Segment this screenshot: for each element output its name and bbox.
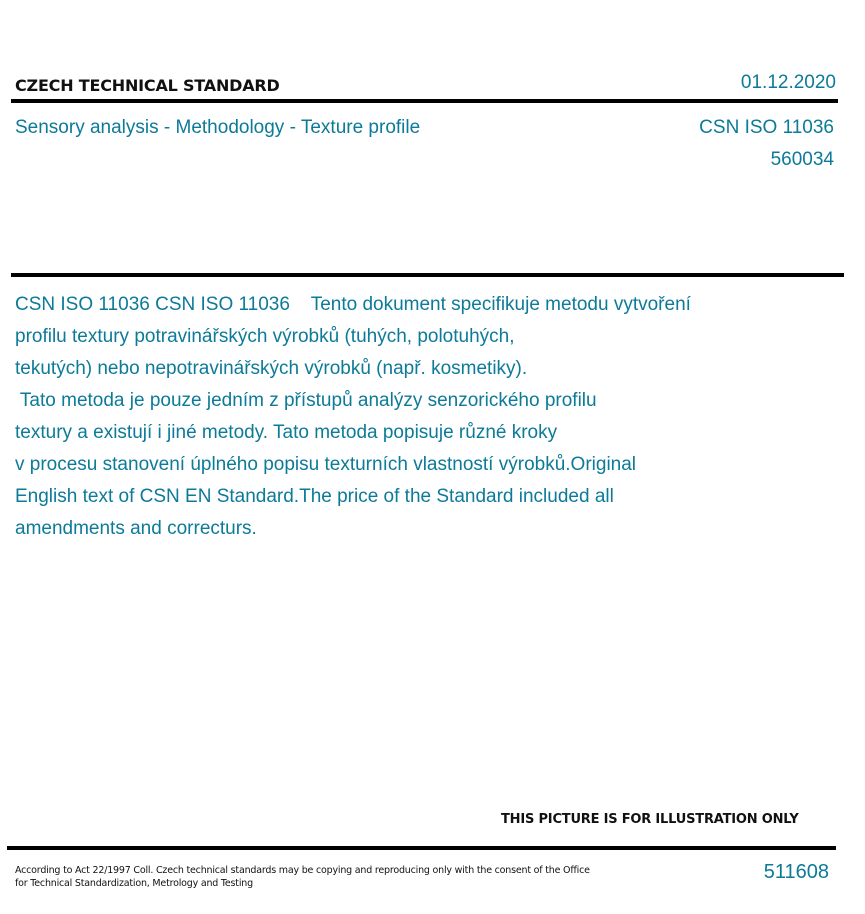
title-divider — [11, 273, 844, 277]
document-type-label: CZECH TECHNICAL STANDARD — [15, 76, 280, 95]
illustration-disclaimer: THIS PICTURE IS FOR ILLUSTRATION ONLY — [501, 812, 799, 827]
description-line: Tato metoda je pouze jedním z přístupů analýzy senzorického profilu — [15, 390, 597, 411]
description-line: tekutých) nebo nepotravinářských výrobků (např. kosmetiky). — [15, 358, 528, 379]
description-line: textury a existují i jiné metody. Tato metoda popisuje různé kroky — [15, 422, 558, 443]
header-divider — [11, 99, 838, 103]
description-line: CSN ISO 11036 CSN ISO 11036 Tento dokument specifikuje metodu vytvoření — [15, 294, 691, 315]
legal-notice — [15, 864, 595, 890]
footer-divider — [7, 846, 836, 850]
standard-title: Sensory analysis - Methodology - Texture profile — [15, 117, 421, 138]
classification-code: 560034 — [770, 149, 834, 170]
description-line: amendments and correcturs. — [15, 518, 257, 539]
description-line: profilu textury potravinářských výrobků (tuhých, polotuhých, — [15, 326, 515, 347]
standard-number: CSN ISO 11036 — [699, 117, 834, 138]
description-line: v procesu stanovení úplného popisu texturních vlastností výrobků.Original — [15, 454, 637, 475]
standard-description — [15, 289, 815, 545]
document-id: 511608 — [763, 861, 829, 883]
publication-date: 01.12.2020 — [740, 72, 836, 93]
legal-notice-line: for Technical Standardization, Metrology and Testing — [15, 878, 253, 889]
description-line: English text of CSN EN Standard.The price of the Standard included all — [15, 486, 614, 507]
legal-notice-line: According to Act 22/1997 Coll. Czech technical standards may be copying and reproducing only with the consent of the Office — [15, 865, 590, 876]
